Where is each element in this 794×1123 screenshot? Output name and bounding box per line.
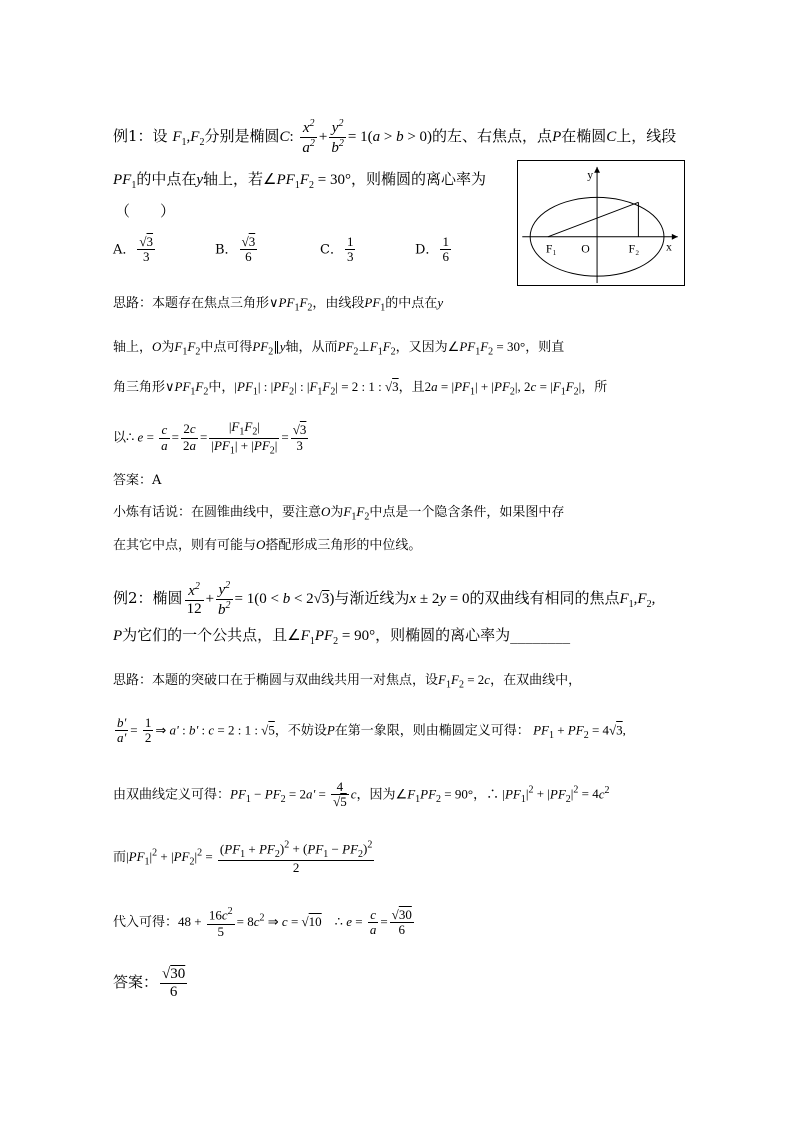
ex1-line2: $PF_1$的中点在y轴上，若$\angle PF_1F_2 = 30^\circ$，则椭圆的离心率为 (113, 170, 486, 191)
fig-f1-label: F₁ (545, 241, 557, 256)
ex1-line1: 例1：设 $F_1,F_2$分别是椭圆C: $\frac{x^2}{a^2}$ + $\frac{y^2}{b^2}$ = 1(a > b > 0)的左、右焦点，点P在椭圆C上，线段 (113, 118, 677, 156)
ex2-label: 例2： (113, 589, 153, 607)
ex1-analysis-line3: 角三角形$\vee PF_1F_2$中，$|PF_1|$ : $|PF_2|$ : $|F_1F_2| = 2$ : 1 : √3，且$2a = |PF_1| + |PF_2|$, $2c = |F_1F_2|$，所 (113, 379, 608, 398)
ex2-analysis-line1: 思路：本题的突破口在于椭圆与双曲线共用一对焦点，设$F_1F_2 = 2c$，在双曲线中， (113, 672, 582, 691)
ex2-analysis-line4: 而$|PF_1|^2 + |PF_2|^2$ = $\frac{(PF_1 + PF_2)^2 + (PF_1 - PF_2)^2}{2}$ (113, 840, 373, 875)
ex1-analysis-line4: 以∴ e = $\frac{c}{a}$ = $\frac{2c}{2a}$ = $\frac{|F_1F_2|}{|PF_1| + |PF_2|}$ = $\frac{√3}{3}$ (113, 419, 307, 457)
ex1-option-d: D． $\frac{1}{6}$ (415, 234, 449, 265)
ex2-line2: P为它们的一个公共点，且$\angle F_1PF_2 = 90^\circ$，则椭圆的离心率为________ (113, 626, 571, 647)
ex1-answer: 答案：A (113, 473, 162, 488)
ex1-option-a: A． $\frac{√3}{3}$ (113, 234, 154, 265)
ex2-analysis-line3: 由双曲线定义可得：$PF_1 - PF_2 = 2a'$ = $\frac{4}{√5}$ c，因为$\angle F_1PF_2 = 90^\circ$，∴ $|PF_1|^2 + |PF_2|^2 = 4c^2$ (113, 779, 610, 810)
ex1-tip-line2: 在其它中点，则有可能与O搭配形成三角形的中位线。 (113, 537, 422, 553)
ex1-option-c: C． $\frac{1}{3}$ (320, 234, 354, 265)
ex1-tip-line1: 小炼有话说：在圆锥曲线中，要注意O为$F_1F_2$中点是一个隐含条件，如果图中存 (113, 504, 565, 523)
ex1-analysis-line1: 思路：本题存在焦点三角形$\vee PF_1F_2$，由线段$PF_1$的中点在y (113, 295, 444, 314)
ex2-line1: 例2：椭圆 $\frac{x^2}{12}$ + $\frac{y^2}{b^2}$ = 1(0 < b < 2√3)与渐近线为x ± 2y = 0的双曲线有相同的焦点$F_1,F_2$, (113, 580, 656, 618)
ex1-label: 例1： (113, 127, 153, 145)
ex1-paren: （ ） (115, 202, 176, 220)
ellipse-figure (517, 160, 685, 286)
ex2-analysis-line2: $\frac{b'}{a'}$ = $\frac{1}{2}$ ⇒ a' : b' : c = 2 : 1 : √5，不妨设P在第一象限，则由椭圆定义可得： $PF_1 + PF_2 = 4√3$, (117, 715, 626, 746)
ex1-analysis-line2: 轴上，O为$F_1F_2$中点可得$PF_2\parallel y$轴，从而$PF_2\perp F_1F_2$，又因为$\angle PF_1F_2 = 30^\circ$，则直 (113, 339, 565, 358)
fig-o-label: O (581, 241, 590, 256)
ex2-answer: 答案： $\frac{√30}{6}$ (113, 966, 186, 1000)
ex2-analysis-line5: 代入可得：48 + $\frac{16c^2}{5}$ = $8c^2$ ⇒ c = √10 ∴ e = $\frac{c}{a}$ = $\frac{√30}{6}$ (113, 906, 412, 939)
fig-y-label: y (587, 167, 594, 182)
fig-f2-label: F₂ (628, 241, 640, 256)
ex1-option-b: B． $\frac{√3}{6}$ (215, 234, 256, 265)
fig-x-label: x (665, 239, 672, 254)
